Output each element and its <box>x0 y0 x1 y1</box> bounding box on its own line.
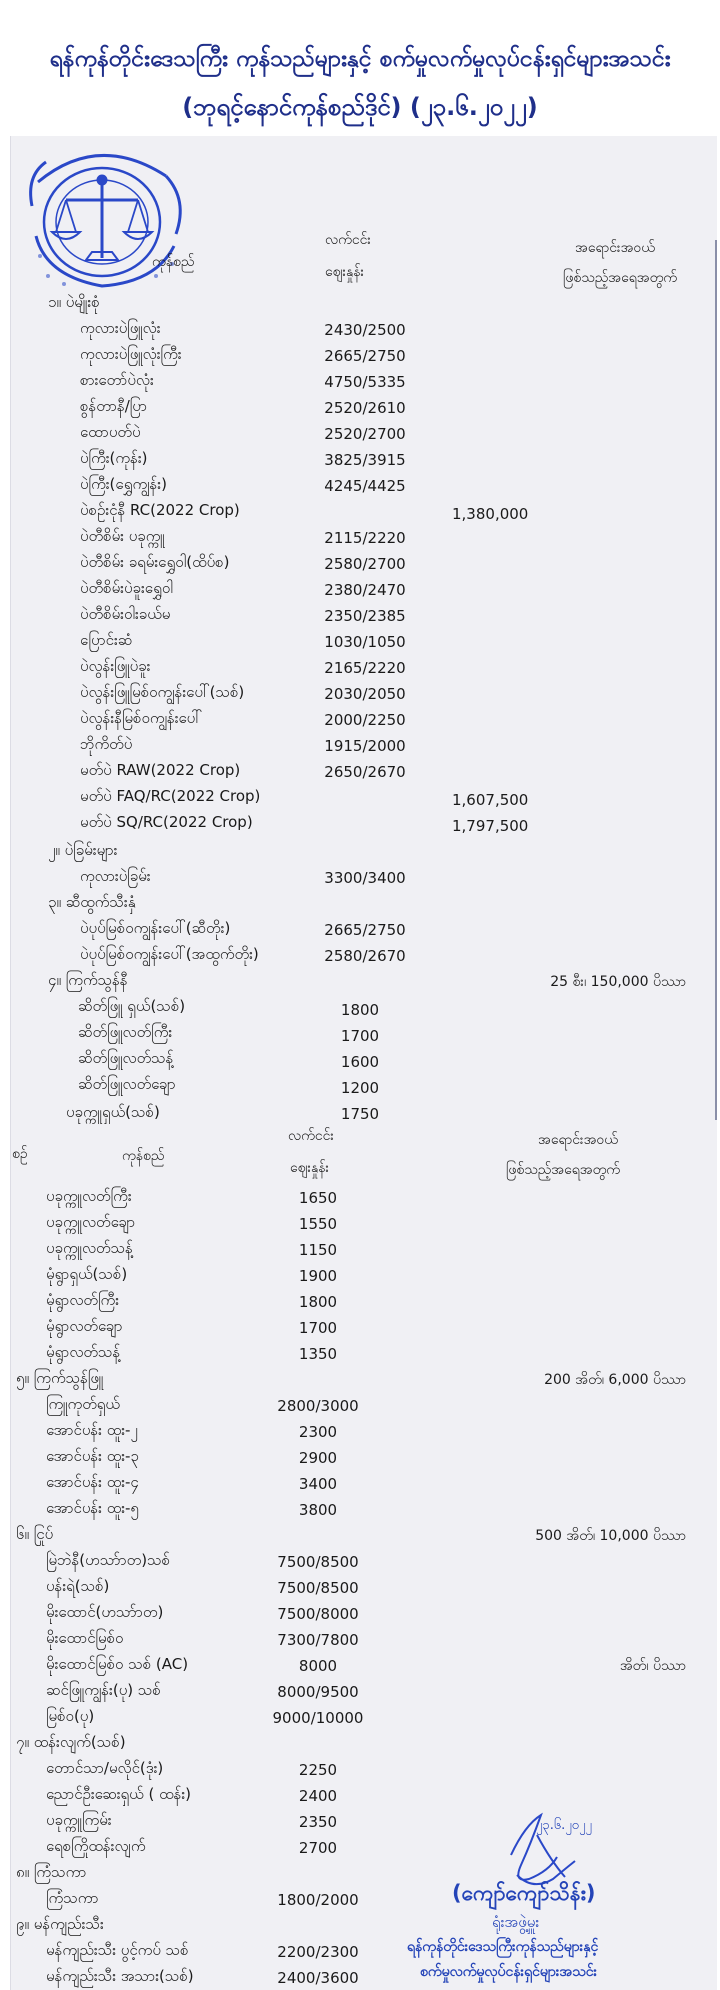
commodity-price: 2400 <box>298 1787 338 1805</box>
commodity-price: 3825/3915 <box>324 451 406 469</box>
column-header-no: စဉ် <box>12 1146 28 1162</box>
commodity-name: ပခုက္ကူလတ်ကြီး <box>46 1187 132 1205</box>
commodity-price: 1700 <box>340 1027 380 1045</box>
commodity-price: 2350/2385 <box>324 607 406 625</box>
commodity-price: 2350 <box>298 1813 338 1831</box>
commodity-price: 4750/5335 <box>324 373 406 391</box>
commodity-price: 2200/2300 <box>277 1943 359 1961</box>
commodity-price: 7300/7800 <box>277 1631 359 1649</box>
commodity-price: 2665/2750 <box>324 921 406 939</box>
commodity-price: 8000 <box>298 1657 338 1675</box>
section-contract-note: 500 အိတ်၊ 10,000 ပိဿာ <box>535 1528 686 1544</box>
commodity-price: 8000/9500 <box>277 1683 359 1701</box>
section-heading: ၅။ ကြက်သွန်ဖြူ <box>16 1369 104 1387</box>
commodity-contract-qty: 1,797,500 <box>452 817 529 835</box>
commodity-name: ဆိတ်ဖြူ ရှယ်(သစ်) <box>78 997 186 1015</box>
commodity-name: ဆင်ဖြူကျွန်း(ပု) သစ် <box>46 1681 161 1699</box>
commodity-price: 7500/8500 <box>277 1553 359 1571</box>
commodity-name: မုံရွာလတ်သန့် <box>46 1343 121 1361</box>
commodity-name: ဘိုကိတ်ပဲ <box>80 735 133 753</box>
commodity-price: 2165/2220 <box>324 659 406 677</box>
commodity-price: 2030/2050 <box>324 685 406 703</box>
column-header-item: ကုန်စည် <box>152 254 195 270</box>
commodity-name: မတ်ပဲ FAQ/RC(2022 Crop) <box>80 787 261 805</box>
commodity-price: 2650/2670 <box>324 763 406 781</box>
commodity-name: ပဲလွန်းဖြူမြစ်ဝကျွန်းပေါ်(သစ်) <box>80 683 245 701</box>
section-contract-note: 200 အိတ်၊ 6,000 ပိဿာ <box>544 1372 686 1388</box>
commodity-name: ကြူကုတ်ရှယ် <box>46 1395 120 1413</box>
commodity-price: 3400 <box>298 1475 338 1493</box>
commodity-price: 1800 <box>340 1001 380 1019</box>
commodity-name: မတ်ပဲ RAW(2022 Crop) <box>80 761 241 779</box>
commodity-price: 1550 <box>298 1215 338 1233</box>
commodity-price: 2400/3600 <box>277 1969 359 1987</box>
section-contract-note: 25 စီး၊ 150,000 ပိဿာ <box>550 974 686 990</box>
commodity-price: 3300/3400 <box>324 869 406 887</box>
scales-of-justice-seal-icon <box>6 136 190 300</box>
commodity-name: ပဲလွန်းဖြူပဲခူး <box>80 657 151 675</box>
commodity-name: ကြံသကာ <box>46 1889 99 1907</box>
section-heading: ၄။ ကြက်သွန်နီ <box>48 971 128 989</box>
column-header-contract-line1: အရောင်းအဝယ် <box>575 240 655 256</box>
commodity-name: ပခုက္ကူလတ်ချော <box>46 1213 136 1231</box>
signatory-org-line1: ရန်ကုန်တိုင်းဒေသကြီးကုန်သည်များနှင့် <box>407 1939 599 1955</box>
commodity-name: မိုးထောင်မြစ်ဝ သစ် (AC) <box>46 1655 189 1673</box>
column-header-item: ကုန်စည် <box>122 1148 165 1164</box>
commodity-price: 3800 <box>298 1501 338 1519</box>
commodity-name: စွန်တာနီ/ပြာ <box>80 397 148 415</box>
commodity-name: ပခုက္ကူလတ်သန့် <box>46 1239 133 1257</box>
commodity-price: 4245/4425 <box>324 477 406 495</box>
commodity-name: ကုလားပဲခြမ်း <box>80 867 151 885</box>
commodity-contract-qty: 1,380,000 <box>452 505 529 523</box>
commodity-name: ပဲတီစိမ်း ခရမ်းရွှေဝါ(ထိပ်စ) <box>80 553 230 571</box>
commodity-price: 1150 <box>298 1241 338 1259</box>
commodity-contract-qty: 1,607,500 <box>452 791 529 809</box>
commodity-name: ဆိတ်ဖြူလတ်ချော <box>78 1075 176 1093</box>
commodity-price: 2580/2700 <box>324 555 406 573</box>
commodity-name: ပဲပုပ်မြစ်ဝကျွန်းပေါ်(ဆီတိုး) <box>80 919 231 937</box>
commodity-name: ရေစကြိုထန်းလျက် <box>46 1837 146 1855</box>
commodity-price: 1750 <box>340 1105 380 1123</box>
commodity-name: မြစ်ဝ(ပု) <box>46 1707 95 1725</box>
commodity-price: 1700 <box>298 1319 338 1337</box>
commodity-name: ပဲကြီး(ကုန်း) <box>80 449 148 467</box>
column-header-contract-line1: အရောင်းအဝယ် <box>538 1132 618 1148</box>
section-heading: ၈။ ကြံသကာ <box>16 1863 87 1881</box>
document-title: ရန်ကုန်တိုင်းဒေသကြီး ကုန်သည်များနှင့် စက်မှုလက်မှုလုပ်ငန်းရှင်များအသင်း <box>49 46 671 72</box>
commodity-price: 1915/2000 <box>324 737 406 755</box>
sheet-right-rule <box>715 240 717 1120</box>
commodity-price: 1800/2000 <box>277 1891 359 1909</box>
signatory-name: (ကျော်ကျော်သိန်း) <box>452 1881 596 1905</box>
commodity-name: ပဲစဉ်းငုံနီ RC(2022 Crop) <box>80 501 240 519</box>
commodity-name: ပဲတီစိမ်းပဲခူးရွှေဝါ <box>80 579 173 597</box>
commodity-name: မြဲဘဲနီ(ဟသာ်ာတ)သစ် <box>46 1551 171 1569</box>
commodity-name: တောင်သာ/မလိုင်(ဒုံး) <box>46 1759 164 1777</box>
commodity-price: 1200 <box>340 1079 380 1097</box>
commodity-name: ပခုက္ကူရှယ်(သစ်) <box>66 1103 160 1121</box>
signature-date: ၂၃.၆.၂၀၂၂ <box>536 1818 592 1833</box>
commodity-name: ဆိတ်ဖြူလတ်သန့် <box>78 1049 174 1067</box>
column-header-contract-line2: ဖြစ်သည့်အရေအတွက် <box>563 270 677 286</box>
commodity-price: 2115/2220 <box>324 529 406 547</box>
commodity-price: 1600 <box>340 1053 380 1071</box>
commodity-name: အောင်ပန်း ထူး-၃ <box>46 1447 139 1465</box>
commodity-name: အောင်ပန်း ထူး-၅ <box>46 1499 139 1517</box>
commodity-price: 2250 <box>298 1761 338 1779</box>
column-header-price-line1: လက်ငင်း <box>288 1128 334 1144</box>
commodity-price: 7500/8500 <box>277 1579 359 1597</box>
column-header-price-line2: ဈေးနှုန်း <box>290 1160 330 1176</box>
signatory-role: ရုံးအဖွဲ့မှူး <box>492 1913 540 1931</box>
column-header-price-line2: ဈေးနှုန်း <box>325 264 365 280</box>
commodity-name: ပဲလွန်းနီမြစ်ဝကျွန်းပေါ် <box>80 709 202 727</box>
commodity-name: မန်ကျည်းသီး အသား(သစ်) <box>46 1967 194 1985</box>
commodity-name: ကုလားပဲဖြူလုံးကြီး <box>80 345 182 363</box>
commodity-name: ပဲတီစိမ်း ပခုက္ကူ <box>80 527 165 545</box>
commodity-price: 7500/8000 <box>277 1605 359 1623</box>
document-subtitle: (ဘုရင့်နောင်ကုန်စည်ဒိုင်) (၂၃.၆.၂၀၂၂) <box>182 93 538 121</box>
commodity-price: 1030/1050 <box>324 633 406 651</box>
commodity-name: ပခုက္ကူကြမ်း <box>46 1811 112 1829</box>
commodity-price: 2665/2750 <box>324 347 406 365</box>
commodity-name: မတ်ပဲ SQ/RC(2022 Crop) <box>80 813 253 831</box>
commodity-name: မိုးထောင်မြစ်ဝ <box>46 1629 124 1647</box>
signatory-org-line2: စက်မှုလက်မှုလုပ်ငန်းရှင်များအသင်း <box>420 1964 598 1980</box>
commodity-price: 2430/2500 <box>324 321 406 339</box>
commodity-name: မန်ကျည်းသီး ပွင့်ကပ် သစ် <box>46 1941 189 1959</box>
commodity-name: မုံရွာလတ်ချော <box>46 1317 123 1335</box>
commodity-name: မုံရွာလတ်ကြီး <box>46 1291 120 1309</box>
section-heading: ၉။ မန်ကျည်းသီး <box>16 1915 104 1933</box>
commodity-name: စားတော်ပဲလုံး <box>80 371 154 389</box>
commodity-name: အောင်ပန်း ထူး-၄ <box>46 1473 139 1491</box>
commodity-price: 2520/2610 <box>324 399 406 417</box>
commodity-name: အောင်ပန်း ထူး-၂ <box>46 1421 138 1439</box>
commodity-name: ကုလားပဲဖြူလုံး <box>80 319 161 337</box>
section-heading: ၆။ ငြုပ် <box>16 1525 54 1543</box>
column-header-contract-line2: ဖြစ်သည့်အရေအတွက် <box>506 1162 620 1178</box>
section-heading: ၇။ ထန်းလျက်(သစ်) <box>16 1733 126 1751</box>
commodity-name: ပဲတီစိမ်းဝါးခယ်မ <box>80 605 171 623</box>
commodity-price: 2800/3000 <box>277 1397 359 1415</box>
commodity-name: ပဲကြီး(ရွှေကျွန်း) <box>80 475 167 493</box>
commodity-name: မိုးထောင်(ဟသာ်ာတ) <box>46 1603 164 1621</box>
commodity-name: ဆိတ်ဖြူလတ်ကြီး <box>78 1023 173 1041</box>
commodity-price: 2300 <box>298 1423 338 1441</box>
commodity-price: 9000/10000 <box>272 1709 364 1727</box>
commodity-price: 2900 <box>298 1449 338 1467</box>
section-heading: ၃။ ဆီထွက်သီးနှံ <box>48 893 136 911</box>
section-contract-note: အိတ်၊ ပိဿာ <box>619 1658 686 1674</box>
commodity-name: ပြောင်းဆံ <box>80 631 133 649</box>
commodity-price: 2520/2700 <box>324 425 406 443</box>
column-header-price-line1: လက်ငင်း <box>325 232 371 248</box>
commodity-price: 1350 <box>298 1345 338 1363</box>
commodity-price: 1800 <box>298 1293 338 1311</box>
commodity-price: 1650 <box>298 1189 338 1207</box>
section-heading: ၁။ ပဲမျိုးစုံ <box>48 293 100 311</box>
commodity-price: 2380/2470 <box>324 581 406 599</box>
commodity-name: ညောင်ဦးဆေးရှယ် ( ထန်း) <box>46 1785 192 1803</box>
commodity-name: မုံရွာရှယ်(သစ်) <box>46 1265 128 1283</box>
commodity-name: ပန်းရဲ(သစ်) <box>46 1577 110 1595</box>
commodity-price: 2000/2250 <box>324 711 406 729</box>
commodity-price: 1900 <box>298 1267 338 1285</box>
commodity-name: ထောပတ်ပဲ <box>80 423 141 441</box>
commodity-price: 2580/2670 <box>324 947 406 965</box>
section-heading: ၂။ ပဲခြမ်းများ <box>48 841 118 859</box>
commodity-name: ပဲပုပ်မြစ်ဝကျွန်းပေါ်(အထွက်တိုး) <box>80 945 259 963</box>
commodity-price: 2700 <box>298 1839 338 1857</box>
